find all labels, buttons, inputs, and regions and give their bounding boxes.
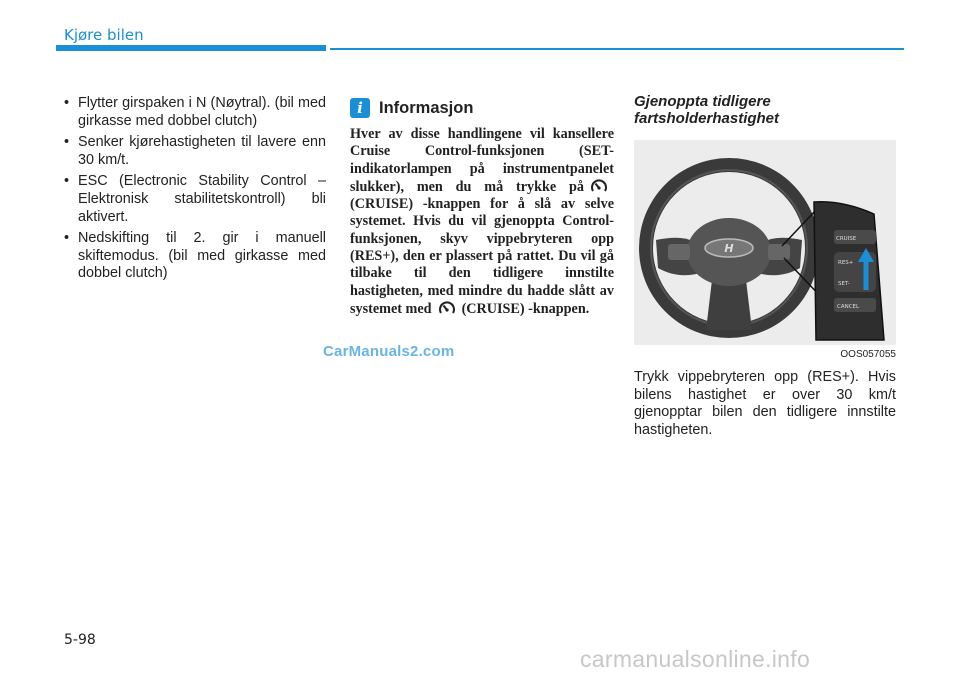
list-item-text: Flytter girspaken i N (Nøytral). (bil med girkasse med dobbel clutch)	[78, 95, 326, 129]
info-icon: i	[350, 98, 370, 118]
res-label: RES+	[838, 260, 854, 266]
footer-brand: carmanualsonline.info	[580, 646, 811, 672]
list-item	[62, 230, 326, 283]
cancel-label: CANCEL	[837, 304, 860, 310]
watermark: CarManuals2.com	[323, 343, 455, 360]
list-item-text: Nedskifting til 2. gir i manuell skiftemodus. (bil med girkasse med dobbel clutch)	[78, 230, 326, 282]
list-item-text: Senker kjørehastigheten til lavere enn 30 km/t.	[78, 134, 326, 168]
subsection-title: Gjenoppta tidligere fartsholderhastighet	[634, 93, 780, 127]
steering-wheel-illustration	[634, 140, 896, 345]
page-number: 5-98	[64, 632, 96, 648]
cruise-icon	[589, 178, 609, 194]
subsection-body: Trykk vippebryteren opp (RES+). Hvis bilens hastighet er over 30 km/t gjenopptar bilen den tidligere innstilte hastigheten.	[634, 369, 896, 438]
bullet: •	[64, 173, 70, 190]
list-item-text: ESC (Electronic Stability Control – Elektronisk stabilitetskontroll) bli aktivert.	[78, 173, 326, 225]
info-text-part3: (CRUISE) -knappen.	[461, 300, 590, 317]
section-title: Kjøre bilen	[64, 26, 144, 44]
list-item	[62, 134, 326, 169]
cruise-label: CRUISE	[836, 236, 857, 242]
condition-list	[62, 95, 326, 283]
set-label: SET-	[838, 281, 850, 287]
bullet: •	[64, 230, 70, 247]
bullet: •	[64, 134, 70, 151]
info-text-part1: Hver av disse handlingene vil kansellere Cruise Control-funksjonen (SET-indikatorlampen på instrumentpanelet slukker), men du må trykke på	[350, 126, 614, 195]
steering-wheel-figure	[634, 140, 896, 345]
column-right	[634, 93, 896, 439]
info-body	[350, 126, 614, 318]
svg-text:H: H	[724, 242, 734, 255]
bullet: •	[64, 95, 70, 111]
info-title: Informasjon	[379, 98, 474, 117]
info-text-part2: (CRUISE) -knappen for å slå av selve systemet. Hvis du vil gjenoppta Control-funksjonen, skyv vippebryteren opp (RES+), den er plassert på rattet. Du vil gå tilbake til den tidligere innstilte hastigheten, med mindre du hadde slått av systemet med	[350, 196, 614, 317]
header-rule-thick	[56, 45, 326, 51]
figure-caption: OOS057055	[840, 349, 896, 360]
list-item	[62, 173, 326, 226]
header-rule-thin	[330, 48, 904, 50]
info-header	[350, 96, 614, 120]
cruise-icon	[437, 300, 457, 316]
list-item	[62, 95, 326, 130]
info-box	[350, 96, 614, 318]
column-left	[62, 95, 326, 287]
